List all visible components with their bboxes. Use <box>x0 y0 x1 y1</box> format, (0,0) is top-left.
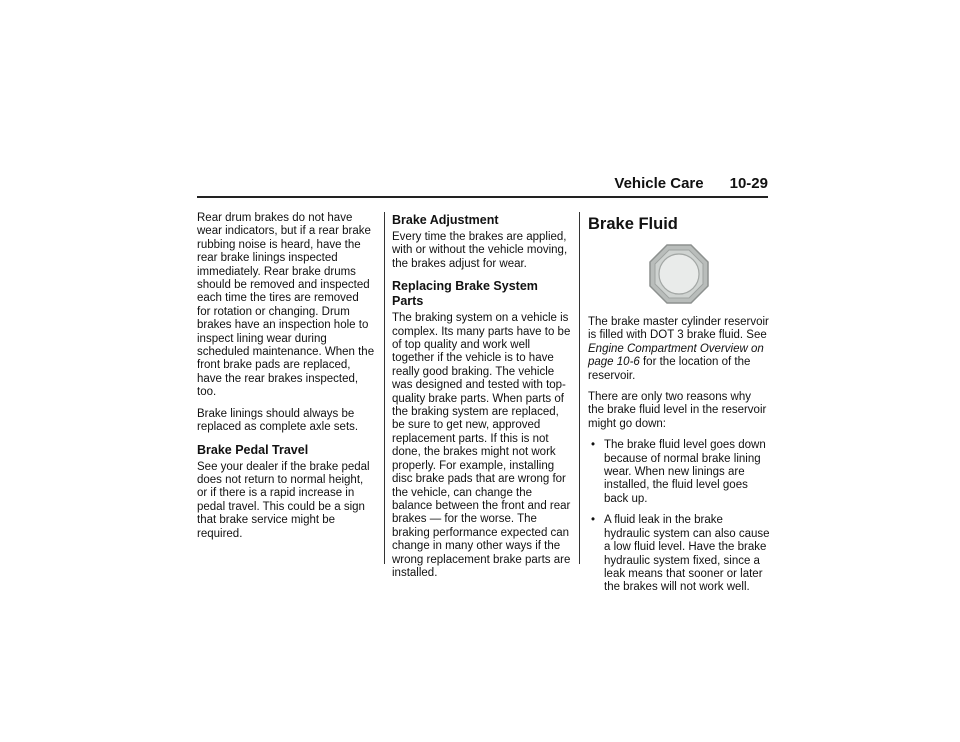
paragraph-rear-drum-brakes: Rear drum brakes do not have wear indicators, but if a rear brake rubbing noise is heard, have the rear brake linings inspected immediately. Rear brake drums should be removed and inspected each time the tires are removed for rotation or changing. Drum brakes have an inspection hole to inspect lining wear during scheduled maintenance. When the front brake pads are replaced, have the rear brakes inspected, too. <box>197 212 375 399</box>
heading-brake-pedal-travel: Brake Pedal Travel <box>197 442 309 457</box>
paragraph-replacing-brake-parts: The braking system on a vehicle is complex. Its many parts have to be of top quality and work well together if the vehicle is to have really good braking. The vehicle was designed and tested with top-quality brake parts. When parts of the braking system are replaced, be sure to get new, approved replacement parts. If this is not done, the brakes might not work properly. For example, installing disc brake pads that are wrong for the vehicle, can change the balance between the front and rear brakes — for the worse. The braking performance expected can change in many other ways if the wrong replacement brake parts are installed. <box>392 312 571 579</box>
bullet-list <box>588 439 770 594</box>
page-header <box>197 172 768 198</box>
column-right <box>588 212 770 603</box>
heading-brake-adjustment: Brake Adjustment <box>392 213 499 227</box>
column-middle <box>392 212 572 588</box>
column-divider <box>384 212 385 564</box>
cross-reference-link[interactable]: Engine Compartment Overview on page 10-6 <box>588 342 764 369</box>
section-title: Vehicle Care <box>614 175 704 192</box>
brake-fluid-cap-icon <box>588 242 770 306</box>
paragraph-brake-pedal-travel: See your dealer if the brake pedal does not return to normal height, or if there is a rapid increase in pedal travel. This could be a sign that brake service might be required. <box>197 460 370 540</box>
page-number: 10-29 <box>729 175 768 192</box>
paragraph-brake-adjustment: Every time the brakes are applied, with or without the vehicle moving, the brakes adjust for wear. <box>392 231 568 270</box>
list-item: • A fluid leak in the brake hydraulic system can also cause a low fluid level. Have the brake hydraulic system fixed, since a leak means that sooner or later the brakes will not work well. <box>591 514 770 594</box>
column-left <box>197 212 375 549</box>
bullet-icon: • <box>591 514 596 527</box>
heading-replacing-brake-parts: Replacing Brake System Parts <box>392 279 538 309</box>
heading-brake-fluid: Brake Fluid <box>588 215 678 233</box>
paragraph-brake-linings: Brake linings should always be replaced as complete axle sets. <box>197 407 359 434</box>
bullet-icon: • <box>591 439 596 452</box>
paragraph-reservoir: The brake master cylinder reservoir is filled with DOT 3 brake fluid. See Engine Compartment Overview on page 10-6 for the location of the reservoir. <box>588 316 769 382</box>
column-divider <box>579 212 580 564</box>
paragraph-two-reasons: There are only two reasons why the brake fluid level in the reservoir might go down: <box>588 391 767 430</box>
list-item: • The brake fluid level goes down because of normal brake lining wear. When new linings are installed, the fluid level goes back up. <box>591 439 766 505</box>
